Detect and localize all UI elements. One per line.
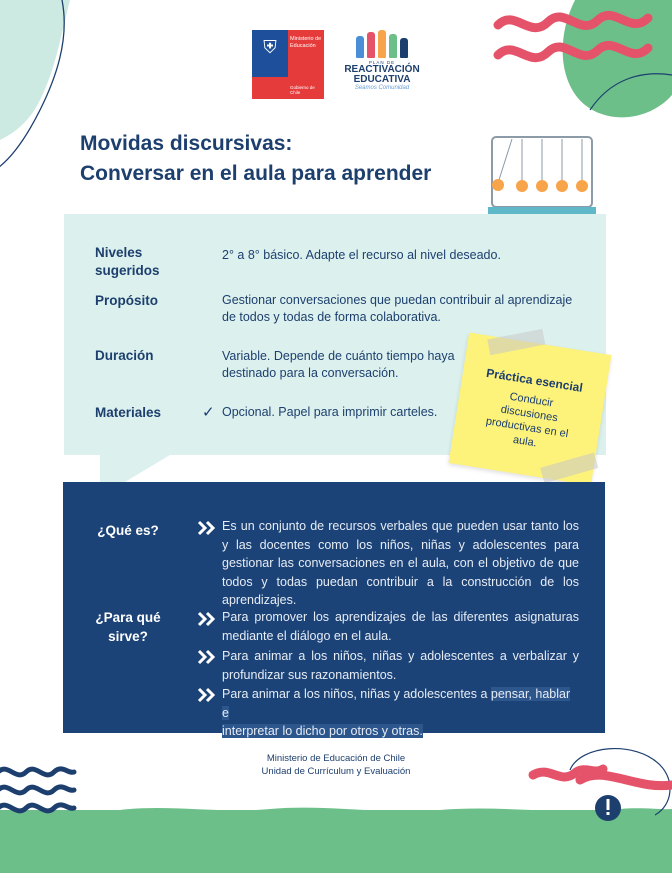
bottom-left-wave-decoration [0, 760, 80, 835]
materiales-label: Materiales [95, 405, 162, 420]
newtons-cradle-icon [486, 135, 598, 223]
niveles-label: Niveles sugeridos [95, 245, 160, 278]
para-que-item2: Para animar a los niños, niñas y adolescentes a verbalizar y profundizar sus razonamientos. [222, 649, 579, 682]
ministry-logo-line1: Ministerio de [290, 36, 322, 42]
plan-reactivacion-logo [340, 28, 424, 100]
sticky-note [449, 333, 612, 486]
ministry-logo-line2: Educación [290, 42, 316, 49]
para-que-item1: Para promover los aprendizajes de las diferentes asignaturas mediante el diálogo en el aula. [222, 610, 579, 643]
footer-line1: Ministerio de Educación de Chile [266, 753, 406, 764]
top-right-decoration [490, 0, 672, 125]
plan-logo-line2: EDUCATIVA [353, 74, 411, 85]
proposito-value: Gestionar conversaciones que puedan contribuir al aprendizaje de todos y todas de forma colaborativa. [222, 293, 573, 324]
plan-logo-small: PLAN DE [368, 60, 396, 65]
proposito-label: Propósito [95, 293, 158, 308]
bottom-right-decoration [525, 745, 672, 825]
para-que-label [86, 608, 170, 646]
que-es-label: ¿Qué es? [97, 523, 159, 538]
duracion-label: Duración [95, 348, 154, 363]
check-icon: ✓ [202, 404, 215, 421]
chevron-double-icon [197, 520, 217, 536]
tape-bottom [540, 452, 598, 483]
plan-logo-line1: REACTIVACIÓN [344, 64, 420, 75]
chevron-double-icon [197, 649, 217, 665]
que-es-text: Es un conjunto de recursos verbales que pueden usar tanto los y las docentes como los niños, niñas y adolescentes para gestionar las conversaciones en el aula, con el objetivo de que todos y todas puedan contribuir a la construcción de los aprendizajes. [222, 519, 579, 607]
title-line2: Conversar en el aula para aprender [80, 162, 432, 185]
para-que-item3-plain: Para animar a los niños, niñas y adolescentes a [222, 687, 491, 701]
page-title [80, 129, 500, 189]
para-que-item3 [222, 685, 579, 741]
para-que-label-line1: ¿Para qué [95, 610, 161, 625]
ministry-logo [252, 30, 324, 99]
plan-logo-tag: Seamos Comunidad [354, 85, 410, 91]
shield-icon: ⛨ [263, 37, 277, 57]
chevron-double-icon [197, 687, 217, 703]
ministry-logo-sub: Gobierno de Chile [290, 85, 315, 95]
sticky-body: Conducir discusiones productivas en el aula. [485, 390, 570, 450]
materiales-value: Opcional. Papel para imprimir carteles. [222, 405, 438, 419]
para-que-label-line2: sirve? [108, 629, 148, 644]
para-que-item3-highlight1: pensar, hablar e [222, 687, 571, 720]
chevron-double-icon [197, 611, 217, 627]
niveles-value: 2° a 8° básico. Adapte el recurso al nivel deseado. [222, 248, 501, 262]
raised-hands-icon [340, 28, 424, 58]
duracion-value: Variable. Depende de cuánto tiempo haya destinado para la conversación. [222, 349, 455, 380]
sticky-title: Práctica esencial [485, 365, 584, 395]
title-line1: Movidas discursivas: [80, 132, 293, 155]
top-left-decoration [0, 0, 90, 175]
footer-line2: Unidad de Currículum y Evaluación [261, 766, 411, 777]
para-que-item3-highlight2: interpretar lo dicho por otros y otras. [222, 724, 423, 738]
